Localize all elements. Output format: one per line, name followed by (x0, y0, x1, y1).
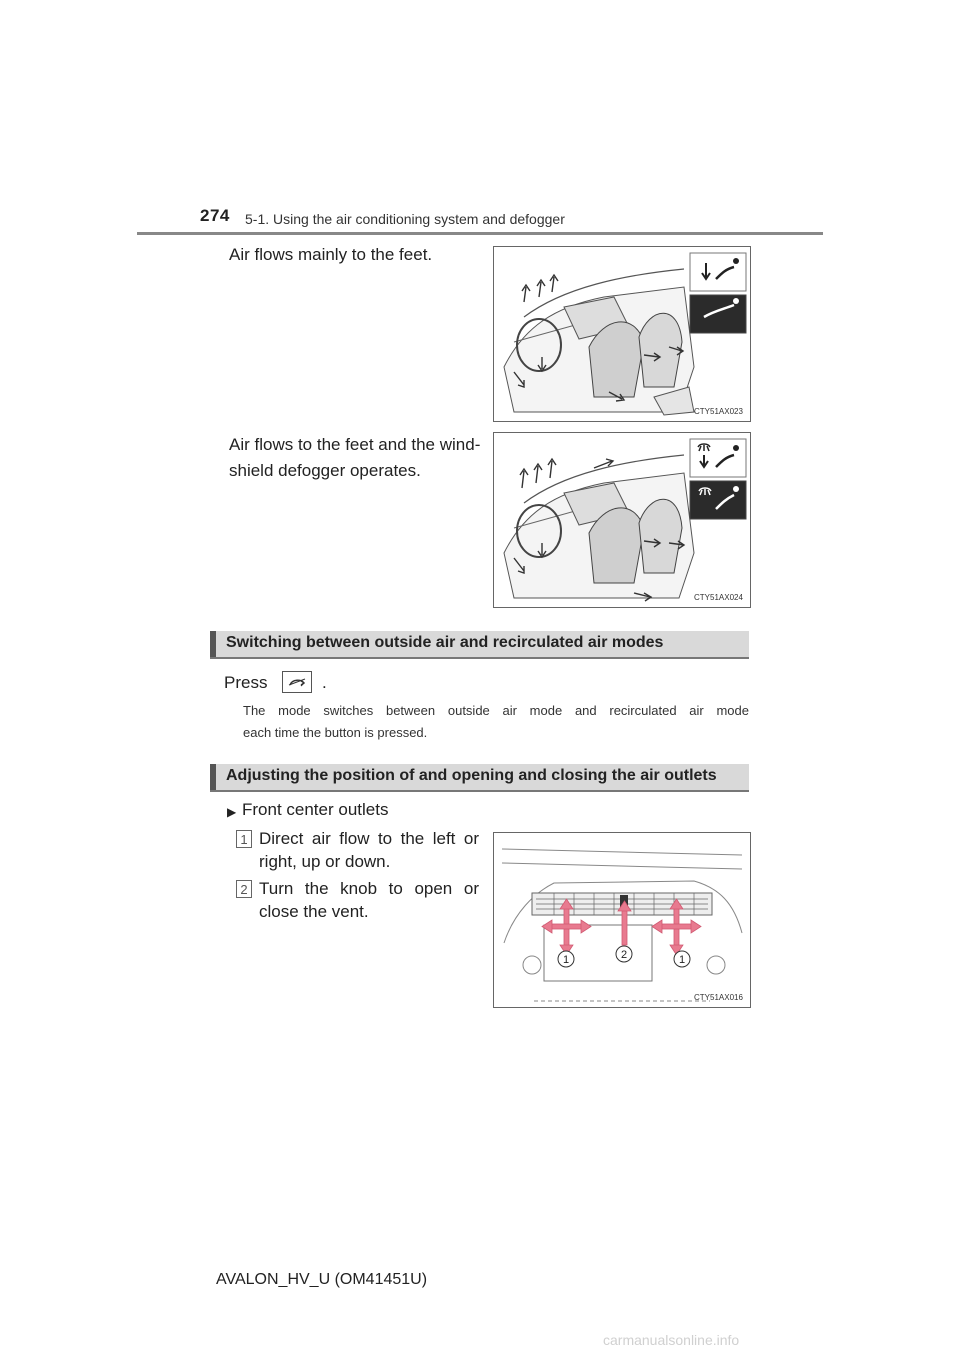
figure-caption: CTY51AX023 (694, 407, 743, 416)
step-1-line1: Direct air flow to the left or (259, 829, 479, 848)
front-center-outlets-label: Front center outlets (242, 800, 389, 819)
figure-feet-mode (493, 246, 751, 422)
dashboard-vent-illustration (494, 833, 750, 1007)
car-interior-illustration (494, 433, 750, 607)
section-header-rule (210, 657, 749, 659)
mode-note-line2: each time the button is pressed. (243, 725, 428, 740)
step-2-line2: close the vent. (259, 902, 369, 921)
header-rule (137, 232, 823, 235)
press-label: Press (224, 673, 268, 692)
callout-2: 2 (620, 949, 628, 961)
section-header-title: Adjusting the position of and opening and closing the air outlets (226, 767, 717, 784)
section-title: 5-1. Using the air conditioning system and defogger (245, 211, 565, 227)
step-number-badge: 2 (236, 880, 252, 898)
car-interior-illustration (494, 247, 750, 421)
model-footer: AVALON_HV_U (OM41451U) (216, 1271, 428, 1288)
figure-air-outlets (493, 832, 751, 1008)
bullet-arrow-icon: ▶ (227, 805, 237, 819)
watermark: carmanualsonline.info (603, 1332, 740, 1348)
step-2-line1: Turn the knob to open or (259, 879, 479, 898)
mode-note-line1: The mode switches between outside air mode and recirculated air mode (243, 703, 749, 718)
figure-caption: CTY51AX016 (694, 993, 743, 1002)
section-header-air-outlets (210, 764, 749, 790)
callout-1-right: 1 (678, 954, 686, 966)
figure-feet-defog-mode (493, 432, 751, 608)
step-1-line2: right, up or down. (259, 852, 391, 871)
callout-1-left: 1 (562, 954, 570, 966)
recirculation-button-icon (282, 671, 312, 693)
feet-defog-text-line1: Air flows to the feet and the wind- (229, 435, 481, 454)
section-header-air-mode (210, 631, 749, 657)
press-period: . (322, 673, 327, 692)
feet-defog-text-line2: shield defogger operates. (229, 461, 421, 480)
figure-caption: CTY51AX024 (694, 593, 743, 602)
page-number: 274 (200, 206, 230, 225)
feet-mode-text: Air flows mainly to the feet. (229, 245, 433, 264)
section-header-title: Switching between outside air and recirculated air modes (226, 634, 664, 651)
section-header-rule (210, 790, 749, 792)
step-number-badge: 1 (236, 830, 252, 848)
